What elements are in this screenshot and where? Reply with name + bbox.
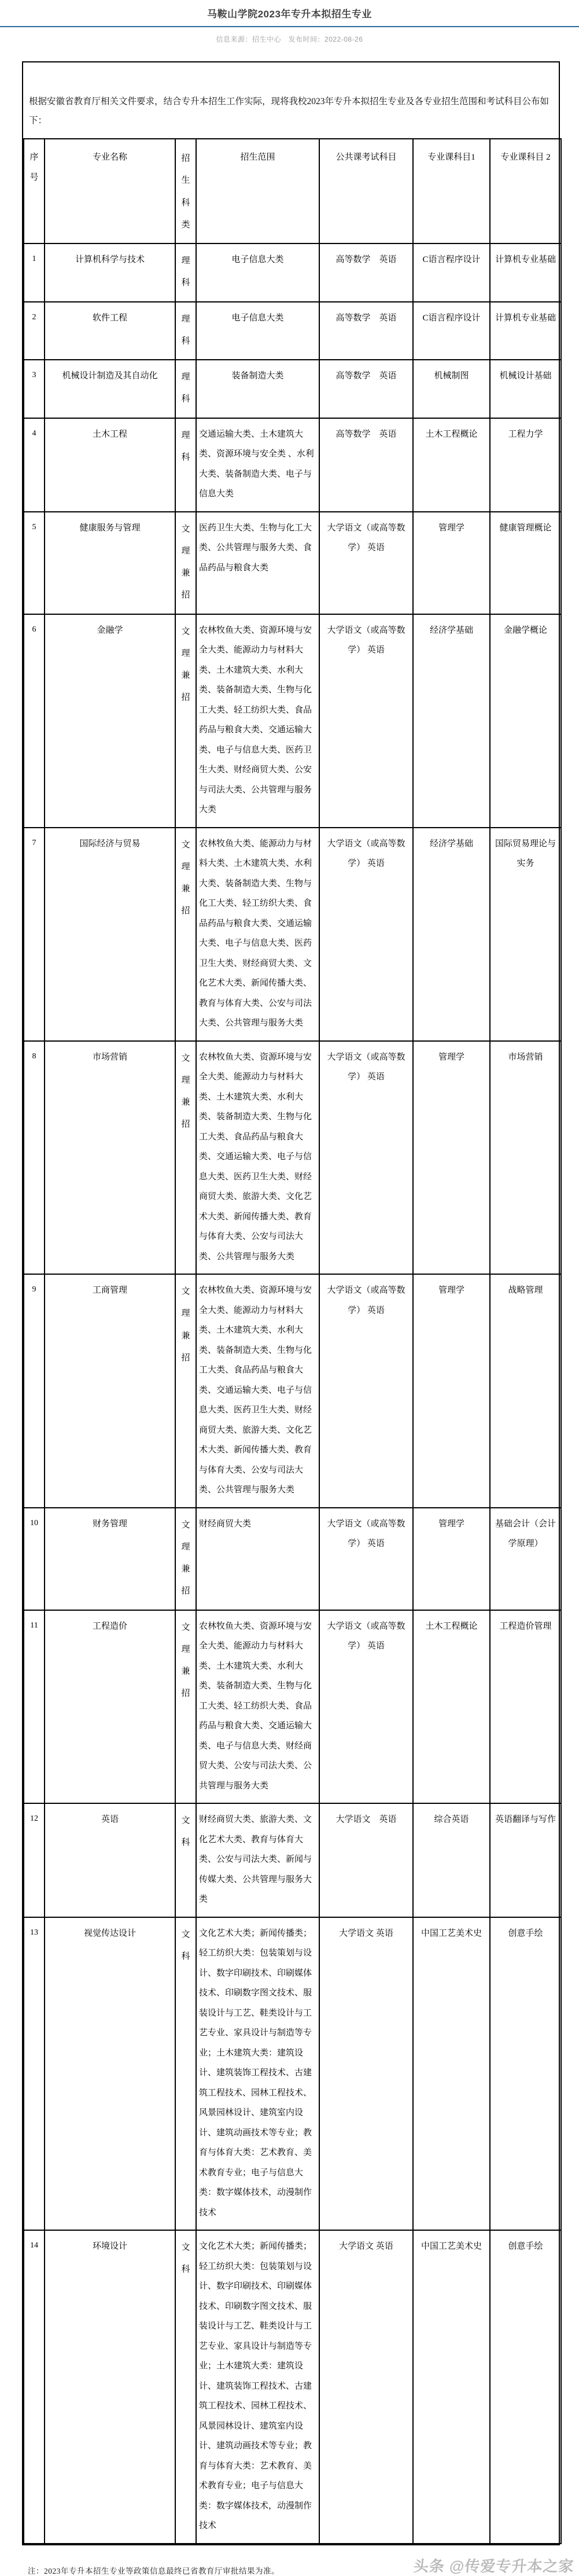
- cell-category: [175, 1917, 196, 2231]
- cell-course1: C语言程序设计: [413, 302, 490, 360]
- cell-course1: 经济学基础: [413, 828, 490, 1041]
- cell-no: 3: [24, 360, 45, 418]
- cell-course2: 计算机专业基础: [490, 243, 561, 302]
- cell-category-label: 文科: [181, 2243, 190, 2275]
- cell-range: [196, 1508, 319, 1610]
- cell-course2: 工程力学: [490, 418, 561, 512]
- cell-course1: 土木工程概论: [413, 418, 490, 512]
- cell-public-courses: 高等数学 英语: [319, 302, 413, 360]
- cell-category-label: 文理兼招: [181, 524, 190, 600]
- cell-category-label: 文理兼招: [181, 1287, 190, 1363]
- cell-category-label: 文理兼招: [181, 1520, 190, 1596]
- cell-course1: 中国工艺美术史: [413, 1917, 490, 2231]
- cell-no: 9: [24, 1274, 45, 1508]
- cell-category: [175, 828, 196, 1041]
- cell-range: [196, 302, 319, 360]
- cell-category-label: 理科: [181, 372, 190, 404]
- cell-category: [175, 512, 196, 614]
- cell-major: 机械设计制造及其自动化: [45, 360, 175, 418]
- cell-range-text: 交通运输大类、土木建筑大类、资源环境与安全类 、水利大类、装备制造大类、电子与信息大类: [199, 429, 314, 499]
- cell-course2: 工程造价管理: [490, 1610, 561, 1804]
- cell-course2: 金融学概论: [490, 614, 561, 828]
- table-row: [24, 243, 561, 302]
- majors-table-body: [24, 243, 561, 2544]
- cell-major: 土木工程: [45, 418, 175, 512]
- majors-table: [23, 138, 562, 2544]
- cell-range: [196, 1274, 319, 1508]
- cell-range-text: 医药卫生大类、生物与化工大类、公共管理与服务大类、食品药品与粮食大类: [199, 523, 312, 573]
- cell-category-label: 理科: [181, 256, 190, 288]
- cell-range-text: 财经商贸大类: [199, 1519, 252, 1529]
- cell-major: 金融学: [45, 614, 175, 828]
- cell-range-text: 文化艺术大类；新闻传播类；轻工纺织大类：包装策划与设计、数字印刷技术、印刷媒体技术、印刷数字图文技术、服装设计与工艺、鞋类设计与工艺专业、家具设计与制造等专业；土木建筑大类：建筑设计、建筑装饰工程技术、古建筑工程技术、园林工程技术、风景园林设计、建筑室内设计、建筑动画技术等专业；教育与体育大类：艺术教育、美术教育专业；电子与信息大类：数字媒体技术，动漫制作技术: [199, 1928, 312, 2217]
- cell-category: [175, 418, 196, 512]
- cell-no: 2: [24, 302, 45, 360]
- table-row: [24, 1917, 561, 2231]
- cell-course2: 市场营销: [490, 1041, 561, 1275]
- cell-category-label: 理科: [181, 314, 190, 346]
- cell-course2: 机械设计基础: [490, 360, 561, 418]
- cell-major: 市场营销: [45, 1041, 175, 1275]
- table-row: [24, 1274, 561, 1508]
- cell-public-courses: 高等数学 英语: [319, 418, 413, 512]
- cell-range-text: 农林牧鱼大类、资源环境与安全大类、能源动力与材料大类、土木建筑大类、水利大类、装备制造大类、生物与化工大类、轻工纺织大类、食品药品与粮食大类、交通运输大类、电子与信息大类、医药卫生大类、财经商贸大类、公安与司法大类、公共管理与服务大类: [199, 625, 312, 815]
- cell-range: [196, 418, 319, 512]
- cell-range: [196, 1041, 319, 1275]
- table-row: [24, 828, 561, 1041]
- watermark-text: 头条 @传爱专升本之家: [413, 2557, 575, 2575]
- cell-public-courses: 高等数学 英语: [319, 243, 413, 302]
- cell-major: 视觉传达设计: [45, 1917, 175, 2231]
- cell-no: 5: [24, 512, 45, 614]
- cell-public-courses: 大学语文 英语: [319, 2230, 413, 2544]
- cell-course2: 英语翻译与写作: [490, 1803, 561, 1917]
- cell-course2: 计算机专业基础: [490, 302, 561, 360]
- cell-range: [196, 1803, 319, 1917]
- cell-public-courses: 大学语文 英语: [319, 1917, 413, 2231]
- cell-category-label: 理科: [181, 430, 190, 462]
- cell-category-label: 文理兼招: [181, 840, 190, 916]
- table-row: [24, 418, 561, 512]
- cell-category: [175, 614, 196, 828]
- cell-public-courses: 大学语文 英语: [319, 1803, 413, 1917]
- cell-range: [196, 243, 319, 302]
- table-row: [24, 512, 561, 614]
- cell-category: [175, 1610, 196, 1804]
- cell-major: 环境设计: [45, 2230, 175, 2544]
- page-title: 马鞍山学院2023年专升本拟招生专业: [207, 9, 372, 20]
- cell-category: [175, 1041, 196, 1275]
- cell-public-courses: 大学语文（或高等数学） 英语: [319, 614, 413, 828]
- cell-no: 10: [24, 1508, 45, 1610]
- cell-range-text: 文化艺术大类；新闻传播类；轻工纺织大类：包装策划与设计、数字印刷技术、印刷媒体技术、印刷数字图文技术、服装设计与工艺、鞋类设计与工艺专业、家具设计与制造等专业；土木建筑大类：建筑设计、建筑装饰工程技术、古建筑工程技术、园林工程技术、风景园林设计、建筑室内设计、建筑动画技术等专业；教育与体育大类：艺术教育、美术教育专业；电子与信息大类：数字媒体技术，动漫制作技术: [199, 2242, 312, 2531]
- cell-range-text: 财经商贸大类、旅游大类、文化艺术大类、教育与体育大类、公安与司法大类、新闻与传媒大类、公共管理与服务大类: [199, 1815, 312, 1905]
- cell-course1: C语言程序设计: [413, 243, 490, 302]
- cell-category: [175, 2230, 196, 2544]
- cell-course1: 经济学基础: [413, 614, 490, 828]
- cell-public-courses: 大学语文（或高等数学） 英语: [319, 1041, 413, 1275]
- cell-major: 计算机科学与技术: [45, 243, 175, 302]
- cell-course2: 国际贸易理论与实务: [490, 828, 561, 1041]
- cell-course1: 综合英语: [413, 1803, 490, 1917]
- cell-no: 11: [24, 1610, 45, 1804]
- cell-category-label: 文科: [181, 1929, 190, 1961]
- cell-range-text: 农林牧鱼大类、资源环境与安全大类、能源动力与材料大类、土木建筑大类、水利大类、装备制造大类、生物与化工大类、食品药品与粮食大类、交通运输大类、电子与信息大类、医药卫生大类、财经商贸大类、旅游大类、文化艺术大类、新闻传播大类、教育与体育大类、公安与司法大类、公共管理与服务大类: [199, 1052, 312, 1261]
- column-header-range: 招生范围: [196, 139, 319, 243]
- cell-public-courses: 大学语文（或高等数学） 英语: [319, 512, 413, 614]
- cell-range-text: 农林牧鱼大类、资源环境与安全大类、能源动力与材料大类、土木建筑大类、水利大类、装备制造大类、生物与化工大类、食品药品与粮食大类、交通运输大类、电子与信息大类、医药卫生大类、财经商贸大类、旅游大类、文化艺术大类、新闻传播大类、教育与体育大类、公安与司法大类、公共管理与服务大类: [199, 1286, 312, 1495]
- column-header-course2: 专业课科目 2: [490, 139, 561, 243]
- cell-major: 工程造价: [45, 1610, 175, 1804]
- cell-category: [175, 243, 196, 302]
- cell-no: 13: [24, 1917, 45, 2231]
- bottom-note: 注：2023年专升本招生专业等政策信息最终已省教育厅审批结果为准。: [28, 2566, 279, 2575]
- cell-no: 1: [24, 243, 45, 302]
- cell-course2: 基础会计（会计学原理）: [490, 1508, 561, 1610]
- cell-category-label: 文理兼招: [181, 626, 190, 703]
- cell-course2: 创意手绘: [490, 2230, 561, 2544]
- cell-range-text: 装备制造大类: [231, 371, 284, 381]
- footer-row: [0, 2555, 579, 2576]
- column-header-public-courses: 公共课考试科目: [319, 139, 413, 243]
- cell-public-courses: 大学语文（或高等数学） 英语: [319, 1274, 413, 1508]
- table-row: [24, 1610, 561, 1804]
- column-header-course1: 专业课科目1: [413, 139, 490, 243]
- cell-range-text: 农林牧鱼大类、能源动力与材料大类、土木建筑大类、水利大类、装备制造大类、生物与化工大类、轻工纺织大类、食品药品与粮食大类、交通运输大类、电子与信息大类、医药卫生大类、财经商贸大类、文化艺术大类、新闻传播大类、教育与体育大类、公安与司法大类、公共管理与服务大类: [199, 839, 312, 1028]
- cell-range: [196, 1917, 319, 2231]
- cell-no: 7: [24, 828, 45, 1041]
- cell-course1: 管理学: [413, 512, 490, 614]
- cell-course1: 管理学: [413, 1508, 490, 1610]
- cell-category-label: 文理兼招: [181, 1622, 190, 1699]
- cell-range: [196, 614, 319, 828]
- cell-no: 6: [24, 614, 45, 828]
- cell-category: [175, 360, 196, 418]
- cell-category: [175, 302, 196, 360]
- cell-course1: 管理学: [413, 1274, 490, 1508]
- cell-course1: 土木工程概论: [413, 1610, 490, 1804]
- cell-category: [175, 1274, 196, 1508]
- cell-category: [175, 1803, 196, 1917]
- cell-major: 国际经济与贸易: [45, 828, 175, 1041]
- cell-range: [196, 2230, 319, 2544]
- cell-category-label: 文科: [181, 1816, 190, 1848]
- cell-major: 软件工程: [45, 302, 175, 360]
- cell-course1: 中国工艺美术史: [413, 2230, 490, 2544]
- cell-range-text: 电子信息大类: [231, 313, 284, 323]
- cell-public-courses: 大学语文（或高等数学） 英语: [319, 1610, 413, 1804]
- table-row: [24, 1803, 561, 1917]
- cell-major: 健康服务与管理: [45, 512, 175, 614]
- table-row: [24, 1508, 561, 1610]
- cell-range: [196, 360, 319, 418]
- cell-course1: 机械制图: [413, 360, 490, 418]
- cell-range-text: 农林牧鱼大类、资源环境与安全大类、能源动力与材料大类、土木建筑大类、水利大类、装备制造大类、生物与化工大类、轻工纺织大类、食品药品与粮食大类、交通运输大类、电子与信息大类、财经商贸大类、公安与司法大类、公共管理与服务大类: [199, 1621, 312, 1791]
- cell-public-courses: 高等数学 英语: [319, 360, 413, 418]
- cell-range-text: 电子信息大类: [231, 255, 284, 265]
- cell-course2: 健康管理概论: [490, 512, 561, 614]
- table-row: [24, 360, 561, 418]
- cell-no: 12: [24, 1803, 45, 1917]
- cell-public-courses: 大学语文（或高等数学） 英语: [319, 1508, 413, 1610]
- intro-paragraph: 根据安徽省教育厅相关文件要求，结合专升本招生工作实际，现将我校2023年专升本拟招生专业及各专业招生范围和考试科目公布如下：: [29, 97, 550, 126]
- cell-category-label: 文理兼招: [181, 1053, 190, 1130]
- cell-category: [175, 1508, 196, 1610]
- column-header-category: [175, 139, 196, 243]
- column-header-category-label: 招生科类: [181, 154, 190, 230]
- table-row: [24, 1041, 561, 1275]
- article-meta: 信息来源：招生中心 发布时间：2022-08-26: [216, 35, 363, 43]
- table-row: [24, 614, 561, 828]
- cell-range: [196, 1610, 319, 1804]
- table-header-row: [24, 139, 561, 243]
- cell-range: [196, 828, 319, 1041]
- column-header-no: 序号: [24, 139, 45, 243]
- column-header-major: 专业名称: [45, 139, 175, 243]
- table-row: [24, 2230, 561, 2544]
- cell-major: 工商管理: [45, 1274, 175, 1508]
- content-box: [22, 61, 560, 2545]
- cell-public-courses: 大学语文（或高等数学） 英语: [319, 828, 413, 1041]
- table-row: [24, 302, 561, 360]
- cell-no: 8: [24, 1041, 45, 1275]
- cell-course2: 战略管理: [490, 1274, 561, 1508]
- title-divider: [0, 26, 579, 27]
- cell-no: 4: [24, 418, 45, 512]
- cell-no: 14: [24, 2230, 45, 2544]
- cell-range: [196, 512, 319, 614]
- cell-course2: 创意手绘: [490, 1917, 561, 2231]
- cell-major: 财务管理: [45, 1508, 175, 1610]
- cell-course1: 管理学: [413, 1041, 490, 1275]
- cell-major: 英语: [45, 1803, 175, 1917]
